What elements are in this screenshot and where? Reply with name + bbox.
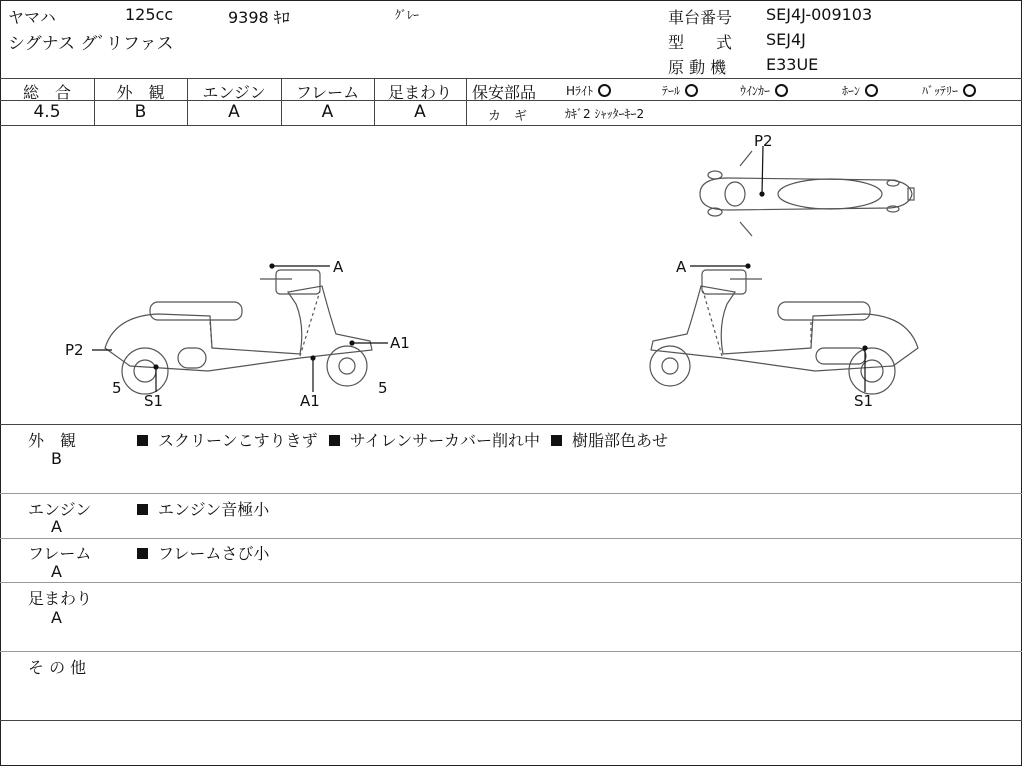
notes-engine-grade: A bbox=[51, 517, 62, 536]
key-value: ｶｷﾞ2 ｼｬｯﾀｰｷｰ2 bbox=[565, 107, 645, 121]
notes-other-label: そ の 他 bbox=[28, 658, 87, 677]
left-s1-label: S1 bbox=[144, 392, 164, 410]
grade-value-suspension: A bbox=[414, 102, 426, 122]
grid-line bbox=[466, 78, 467, 125]
right-a-label: A bbox=[676, 258, 687, 276]
grid-line bbox=[0, 493, 1022, 494]
grid-line bbox=[0, 78, 1022, 79]
grid-line bbox=[0, 651, 1022, 652]
left-a-label: A bbox=[333, 258, 344, 276]
mileage: 9398 ｷﾛ bbox=[228, 8, 290, 27]
grade-label-overall: 総 合 bbox=[22, 83, 71, 102]
grade-value-exterior: B bbox=[134, 102, 147, 122]
left-5-right-label: 5 bbox=[378, 379, 388, 397]
bullet-square-icon bbox=[137, 504, 148, 515]
notes-suspension-grade: A bbox=[51, 608, 62, 627]
grade-value-overall: 4.5 bbox=[33, 102, 61, 122]
bullet-square-icon bbox=[137, 435, 148, 446]
notes-suspension-label: 足まわり bbox=[28, 589, 93, 608]
notes-frame-label: フレーム bbox=[28, 544, 92, 563]
notes-exterior-grade: B bbox=[51, 449, 62, 468]
grid-line bbox=[0, 538, 1022, 539]
grid-line bbox=[0, 424, 1022, 425]
grade-value-engine: A bbox=[228, 102, 240, 122]
scooter-right-view bbox=[650, 270, 918, 394]
ok-circle-icon bbox=[685, 84, 698, 97]
bullet-square-icon bbox=[551, 435, 562, 446]
bullet-square-icon bbox=[329, 435, 340, 446]
left-a1-bottom-label: A1 bbox=[300, 392, 320, 410]
damage-diagram bbox=[0, 126, 1022, 424]
grid-line bbox=[0, 720, 1022, 721]
scooter-left-view bbox=[105, 270, 372, 394]
notes-engine-label: エンジン bbox=[28, 500, 92, 519]
safety-item-winker: ｳｲﾝｶｰ bbox=[740, 82, 788, 99]
key-label: カ ギ bbox=[488, 109, 528, 124]
notes-engine-items: エンジン音極小 bbox=[137, 497, 269, 520]
top-p2-label: P2 bbox=[754, 132, 773, 150]
safety-item-headlight: Hﾗｲﾄ bbox=[566, 82, 611, 99]
left-a1-label: A1 bbox=[390, 334, 410, 352]
ok-circle-icon bbox=[775, 84, 788, 97]
left-5-label: 5 bbox=[112, 379, 122, 397]
notes-exterior-label: 外 観 bbox=[28, 431, 77, 450]
type-value: SEJ4J bbox=[766, 30, 806, 49]
grade-label-suspension: 足まわり bbox=[387, 83, 452, 102]
right-s1-label: S1 bbox=[854, 392, 874, 410]
maker: ヤマハ bbox=[8, 8, 56, 27]
grade-label-exterior: 外 観 bbox=[116, 83, 165, 102]
type-label: 型 式 bbox=[668, 33, 733, 52]
displacement: 125cc bbox=[125, 5, 174, 24]
safety-item-battery: ﾊﾞｯﾃﾘｰ bbox=[922, 82, 976, 99]
safety-item-tail: ﾃｰﾙ bbox=[662, 82, 698, 99]
notes-frame-items: フレームさび小 bbox=[137, 541, 269, 564]
left-p2-label: P2 bbox=[65, 341, 84, 359]
engine-label: 原 動 機 bbox=[668, 58, 727, 77]
grid-line bbox=[0, 582, 1022, 583]
frame-no-label: 車台番号 bbox=[668, 8, 733, 27]
notes-exterior-items: スクリーンこすりきず サイレンサーカバー削れ中 樹脂部色あせ bbox=[137, 428, 668, 451]
bullet-square-icon bbox=[137, 548, 148, 559]
ok-circle-icon bbox=[963, 84, 976, 97]
ok-circle-icon bbox=[598, 84, 611, 97]
scooter-top-view bbox=[700, 151, 914, 236]
grade-label-frame: フレーム bbox=[295, 83, 360, 102]
model-name: シグナス グﾞリファス bbox=[8, 34, 174, 54]
frame-no: SEJ4J-009103 bbox=[766, 5, 873, 24]
color: ｸﾞﾚｰ bbox=[395, 8, 420, 22]
engine-value: E33UE bbox=[766, 55, 819, 74]
safety-label: 保安部品 bbox=[472, 83, 537, 102]
safety-item-horn: ﾎｰﾝ bbox=[842, 82, 878, 99]
ok-circle-icon bbox=[865, 84, 878, 97]
notes-frame-grade: A bbox=[51, 562, 62, 581]
grade-value-frame: A bbox=[321, 102, 334, 122]
grade-label-engine: エンジン bbox=[202, 83, 266, 102]
